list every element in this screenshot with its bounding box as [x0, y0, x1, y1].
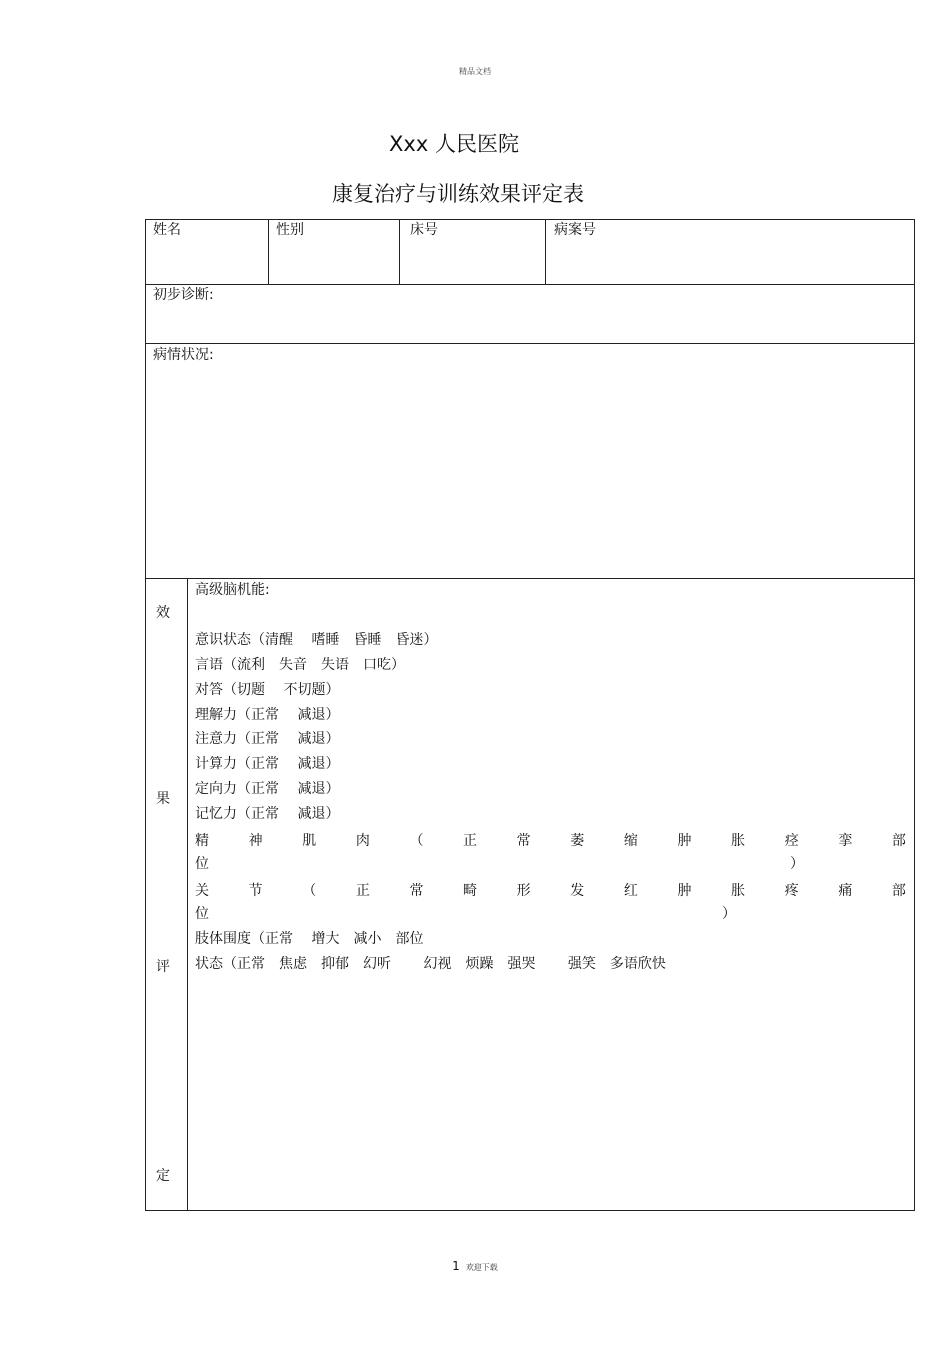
- form-title: 康复治疗与训练效果评定表: [332, 182, 584, 206]
- row-divider-2: [145, 343, 915, 344]
- footer: [0, 1259, 950, 1273]
- row-divider-3: [145, 578, 915, 579]
- joint-line-cont: 位: [195, 906, 209, 922]
- bed-label: 床号: [410, 222, 438, 238]
- gender-label: 性别: [276, 222, 304, 238]
- header-note: 精品文档: [459, 67, 491, 76]
- joint-line: 关 节 （ 正 常 畸 形 发 红 肿 胀 疼 痛 部: [195, 883, 906, 899]
- brain-function-label: 高级脑机能:: [195, 582, 270, 598]
- limb-circumference-line: 肢体围度（正常 增大 减小 部位: [195, 931, 424, 947]
- orientation-line: 定向力（正常 减退）: [195, 781, 340, 797]
- eval-side-char: 定: [156, 1168, 170, 1184]
- eval-side-char: 果: [156, 791, 170, 807]
- calculation-line: 计算力（正常 减退）: [195, 756, 340, 772]
- attention-line: 注意力（正常 减退）: [195, 731, 340, 747]
- speech-line: 言语（流利 失音 失语 口吃）: [195, 657, 405, 673]
- footer-text: 欢迎下载: [465, 1263, 498, 1272]
- eval-col-divider: [187, 578, 188, 1211]
- consciousness-line: 意识状态（清醒 嗜睡 昏睡 昏迷）: [195, 632, 438, 648]
- col-divider-2: [399, 219, 400, 284]
- row-divider-1: [145, 284, 915, 285]
- response-line: 对答（切题 不切题）: [195, 682, 340, 698]
- case-number-label: 病案号: [554, 222, 596, 238]
- joint-close-paren: ）: [722, 906, 736, 922]
- diagnosis-label: 初步诊断:: [153, 287, 214, 303]
- condition-label: 病情状况:: [153, 347, 214, 363]
- muscle-close-paren: ）: [790, 856, 804, 872]
- mental-state-line: 状态（正常 焦虑 抑郁 幻听 幻视 烦躁 强哭 强笑 多语欣快: [195, 956, 666, 972]
- muscle-line: 精 神 肌 肉 （ 正 常 萎 缩 肿 胀 痉 挛 部: [195, 833, 906, 849]
- hospital-title: Xxx 人民医院: [389, 132, 519, 156]
- comprehension-line: 理解力（正常 减退）: [195, 707, 340, 723]
- muscle-line-cont: 位: [195, 856, 209, 872]
- memory-line: 记忆力（正常 减退）: [195, 806, 340, 822]
- col-divider-3: [545, 219, 546, 284]
- eval-side-char: 效: [156, 605, 170, 621]
- name-label: 姓名: [153, 222, 181, 238]
- page-number: 1: [452, 1259, 460, 1273]
- eval-side-char: 评: [156, 959, 170, 975]
- col-divider-1: [268, 219, 269, 284]
